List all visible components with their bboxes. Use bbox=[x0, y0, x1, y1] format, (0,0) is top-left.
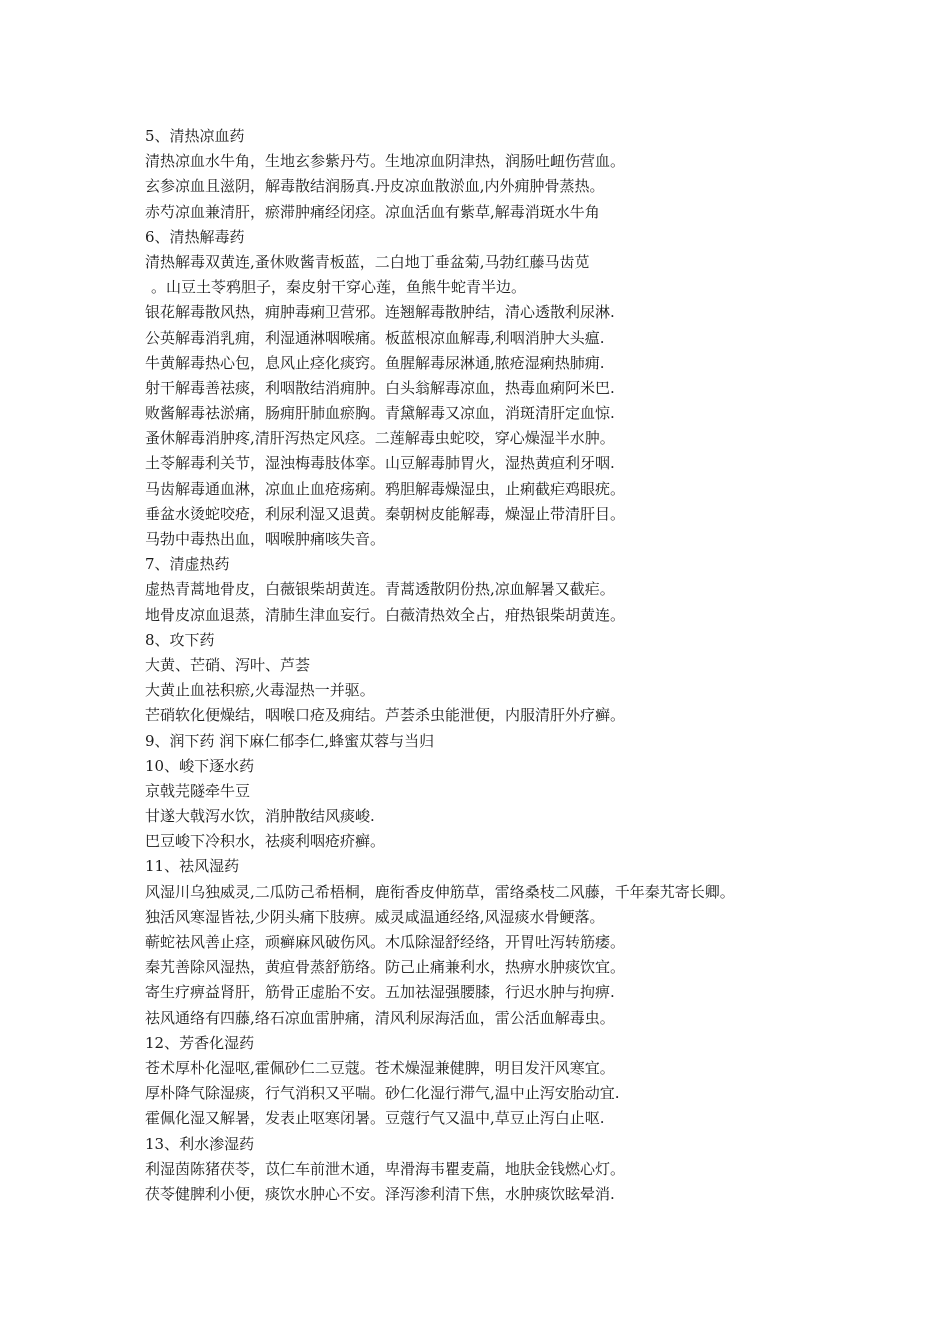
section-heading: 5、清热凉血药 bbox=[145, 127, 245, 145]
text-line: 寄生疗痹益肾肝，筋骨正虚胎不安。五加祛湿强腰膝，行迟水肿与拘痹. bbox=[145, 983, 615, 1002]
text-line: 甘遂大戟泻水饮，消肿散结风痰峻. bbox=[145, 807, 375, 826]
text-line: 芒硝软化便燥结，咽喉口疮及痈结。芦荟杀虫能泄便，内服清肝外疗癣。 bbox=[145, 706, 626, 725]
text-line: 牛黄解毒热心包，息风止痉化痰窍。鱼腥解毒尿淋通,脓疮湿痢热肺痈. bbox=[145, 353, 605, 372]
text-line: 巴豆峻下冷积水，祛痰利咽疮疥癣。 bbox=[145, 832, 386, 851]
text-line: 蚤休解毒消肿疼,清肝泻热定风痉。二莲解毒虫蛇咬，穿心燥湿半水肿。 bbox=[145, 429, 615, 448]
text-line: 马勃中毒热出血，咽喉肿痛咳失音。 bbox=[145, 530, 386, 548]
text-line: 垂盆水烫蛇咬疮，利尿利湿又退黄。秦朝树皮能解毒，燥湿止带清肝目。 bbox=[145, 504, 626, 523]
text-line: 风湿川乌独威灵,二瓜防己希梧桐，鹿衔香皮伸筋草，雷络桑枝二风藤，千年秦艽寄长卿。 bbox=[145, 882, 735, 901]
text-line: 大黄、芒硝、泻叶、芦荟 bbox=[145, 655, 311, 674]
section-heading: 9、润下药 润下麻仁郁李仁,蜂蜜苁蓉与当归 bbox=[145, 731, 435, 750]
section-heading: 13、利水渗湿药 bbox=[145, 1134, 255, 1153]
text-line: 银花解毒散风热，痈肿毒痢卫营邪。连翘解毒散肿结，清心透散利尿淋. bbox=[145, 303, 615, 322]
text-line: 厚朴降气除湿痰，行气消积又平喘。砂仁化湿行滞气,温中止泻安胎动宜. bbox=[145, 1084, 620, 1103]
text-line: 京戟芫隧牵牛豆 bbox=[145, 781, 251, 800]
text-line: 马齿解毒通血淋，凉血止血疮疡痢。鸦胆解毒燥湿虫，止痢截疟鸡眼疣。 bbox=[145, 479, 626, 498]
text-line: 。山豆土苓鸦胆子，秦皮射干穿心莲，鱼熊牛蛇青半边。 bbox=[151, 278, 527, 297]
section-heading: 8、攻下药 bbox=[145, 630, 215, 649]
text-line: 茯苓健脾利小便，痰饮水肿心不安。泽泻渗利清下焦，水肿痰饮眩晕消. bbox=[145, 1184, 615, 1203]
text-line: 虚热青蒿地骨皮，白薇银柴胡黄连。青蒿透散阴份热,凉血解暑又截疟。 bbox=[145, 580, 615, 599]
document-body bbox=[145, 124, 835, 1207]
text-line: 利湿茵陈猪茯苓，苡仁车前泄木通，卑滑海韦瞿麦萹，地肤金钱燃心灯。 bbox=[145, 1159, 626, 1178]
text-line: 独活风寒湿皆祛,少阴头痛下肢痹。威灵咸温通经络,风湿痰水骨鲠落。 bbox=[145, 907, 605, 926]
text-line: 地骨皮凉血退蒸，清肺生津血妄行。白薇清热效全占，疳热银柴胡黄连。 bbox=[145, 605, 626, 624]
text-line: 蕲蛇祛风善止痉，顽癣麻风破伤风。木瓜除湿舒经络，开胃吐泻转筋痿。 bbox=[145, 933, 626, 952]
section-heading: 7、清虚热药 bbox=[145, 555, 230, 574]
text-line: 大黄止血祛积瘀,火毒湿热一并驱。 bbox=[145, 681, 375, 700]
text-line: 苍术厚朴化湿呕,霍佩砂仁二豆蔻。苍术燥湿兼健脾，明目发汗风寒宜。 bbox=[145, 1058, 615, 1077]
section-heading: 10、峻下逐水药 bbox=[145, 756, 255, 775]
text-line: 赤芍凉血兼清肝，瘀滞肿痛经闭痉。凉血活血有紫草,解毒消斑水牛角 bbox=[145, 202, 600, 221]
text-line: 玄参凉血且滋阴，解毒散结润肠真.丹皮凉血散淤血,内外痈肿骨蒸热。 bbox=[145, 177, 605, 196]
section-heading: 12、芳香化湿药 bbox=[145, 1033, 255, 1052]
text-line: 清热凉血水牛角，生地玄参紫丹芍。生地凉血阴津热，润肠吐衄伤营血。 bbox=[145, 152, 626, 171]
section-heading: 6、清热解毒药 bbox=[145, 227, 245, 246]
section-heading: 11、祛风湿药 bbox=[145, 857, 240, 876]
text-line: 霍佩化湿又解暑，发表止呕寒闭暑。豆蔻行气又温中,草豆止泻白止呕. bbox=[145, 1109, 605, 1128]
text-line: 败酱解毒祛淤痛，肠痈肝肺血瘀胸。青黛解毒又凉血，消斑清肝定血惊. bbox=[145, 404, 615, 423]
text-line: 祛风通络有四藤,络石凉血雷肿痛，清风利尿海活血，雷公活血解毒虫。 bbox=[145, 1008, 615, 1027]
text-line: 射干解毒善祛痰，利咽散结消痈肿。白头翁解毒凉血，热毒血痢阿米巴. bbox=[145, 378, 615, 397]
text-line: 清热解毒双黄连,蚤休败酱青板蓝，二白地丁垂盆菊,马勃红藤马齿苋 bbox=[145, 252, 590, 271]
text-line: 秦艽善除风湿热，黄疸骨蒸舒筋络。防己止痛兼利水，热痹水肿痰饮宜。 bbox=[145, 958, 626, 977]
text-line: 公英解毒消乳痈，利湿通淋咽喉痛。板蓝根凉血解毒,利咽消肿大头瘟. bbox=[145, 328, 605, 347]
text-line: 土苓解毒利关节，湿浊梅毒肢体挛。山豆解毒肺胃火，湿热黄疸利牙咽. bbox=[145, 454, 615, 473]
